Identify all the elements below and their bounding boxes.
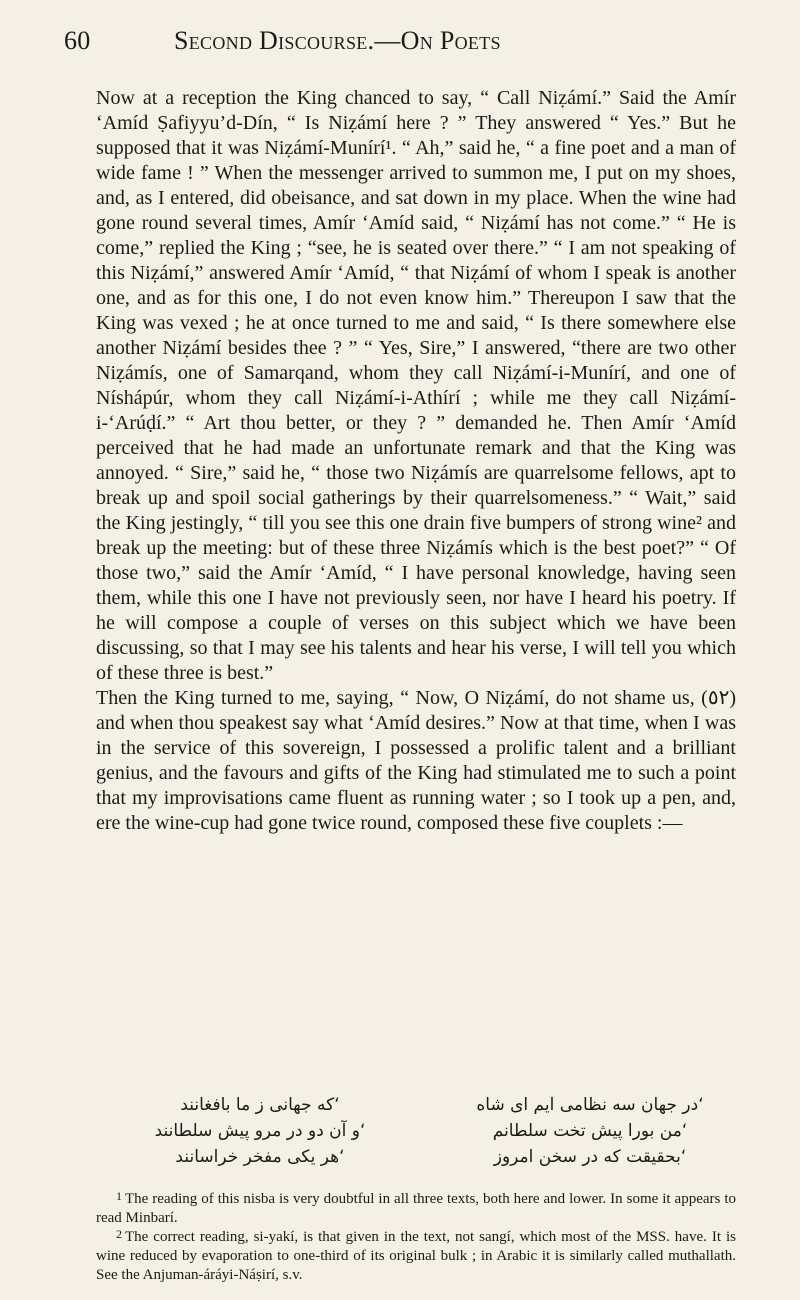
verse-hemistich-right: ‘من بورا پیش تخت سلطانم — [492, 1121, 688, 1141]
verse-couplet — [110, 1092, 740, 1118]
main-text — [96, 86, 736, 836]
page-number: 60 — [64, 26, 91, 55]
verse-couplet — [110, 1144, 740, 1170]
page-header — [64, 26, 756, 66]
verse-couplet — [110, 1118, 740, 1144]
paragraph: Now at a reception the King chanced to say, “ Call Niẓámí.” Said the Amír ‘Amíd Ṣafiyyu’d-Dín, “ Is Niẓámí here ? ” They answered “ Yes.” But he supposed that it was Niẓámí-Munírí¹. “ Ah,” said he, “ a fine poet and a man of wide fame ! ” When the messenger arrived to summon me, I put on my shoes, and, as I entered, did obeisance, and sat down in my place. When the wine had gone round several times, Amír ‘Amíd said, “ Niẓámí has not come.” “ He is come,” replied the King ; “see, he is seated over there.” “ I am not speaking of this Niẓámí,” answered Amír ‘Amíd, “ that Niẓámí of whom I speak is another one, and as for this one, I do not even know him.” Thereupon I saw that the King was vexed ; he at once turned to me and said, “ Is there somewhere else another Niẓámí besides thee ? ” “ Yes, Sire,” I answered, “there are two other Niẓámís, one of Samarqand, whom they call Niẓámí-i-Munírí, and one of Níshápúr, whom they call Niẓámí-i-Athírí ; while me they call Niẓámí-i-‘Arúḍí.” “ Art thou better, or they ? ” demanded he. Then Amír ‘Amíd perceived that he had made an unfortunate remark and that the King was annoyed. “ Sire,” said he, “ those two Niẓámís are quarrelsome fellows, apt to break up and spoil social gatherings by their quarrelsomeness.” “ Wait,” said the King jestingly, “ till you see this one drain five bumpers of strong wine² and break up the meeting: but of these three Niẓámís which is the best poet?” “ Of those two,” said the Amír ‘Amíd, “ I have personal knowledge, having seen them, while this one I have not previously seen, nor have I heard his poetry. If he will compose a couple of verses on this subject which we have been discussing, so that I may see his talents and hear his verse, I will tell you which of these three is best.” — [96, 87, 736, 684]
verse-hemistich-left: ‘که جهانی ز ما بافغانند — [180, 1095, 340, 1115]
footnote-text: The reading of this nisba is very doubtful in all three texts, both here and lower. In some it appears to read Minbarí. — [96, 1191, 736, 1226]
paragraph: Then the King turned to me, saying, “ Now, O Niẓámí, do not shame us, (٥٢) and when thou speakest say what ‘Amíd desires.” Now at that time, when I was in the service of this sovereign, I possessed a prolific talent and a brilliant genius, and the favours and gifts of the King had stimulated me to such a point that my improvisations came fluent as running water ; so I took up a pen, and, ere the wine-cup had gone twice round, composed these five couplets :— — [96, 687, 736, 834]
footnote-mark: 1 — [116, 1189, 122, 1203]
verse-hemistich-left: ‘هر یکی مفخر خراسانند — [175, 1147, 345, 1167]
footnotes — [96, 1190, 736, 1285]
footnote-text: The correct reading, si-yakí, is that given in the text, not sangí, which most of the MSS. have. It is wine reduced by evaporation to one-third of its original bulk ; in Arabic it is similarly called muthallath. See the Anjuman-áráyi-Náṣirí, s.v. — [96, 1229, 736, 1283]
verse-hemistich-right: ‘در جهان سه نظامی ایم ای شاه — [476, 1095, 704, 1115]
footnote — [96, 1190, 736, 1228]
footnote — [96, 1228, 736, 1285]
verse-hemistich-left: ‘و آن دو در مرو پیش سلطانند — [154, 1121, 366, 1141]
footnote-mark: 2 — [116, 1227, 122, 1241]
verse-hemistich-right: ‘بحقیقت که در سخن امروز — [493, 1147, 687, 1167]
persian-verses — [110, 1092, 740, 1170]
running-title: Second Discourse.—On Poets — [174, 26, 501, 55]
